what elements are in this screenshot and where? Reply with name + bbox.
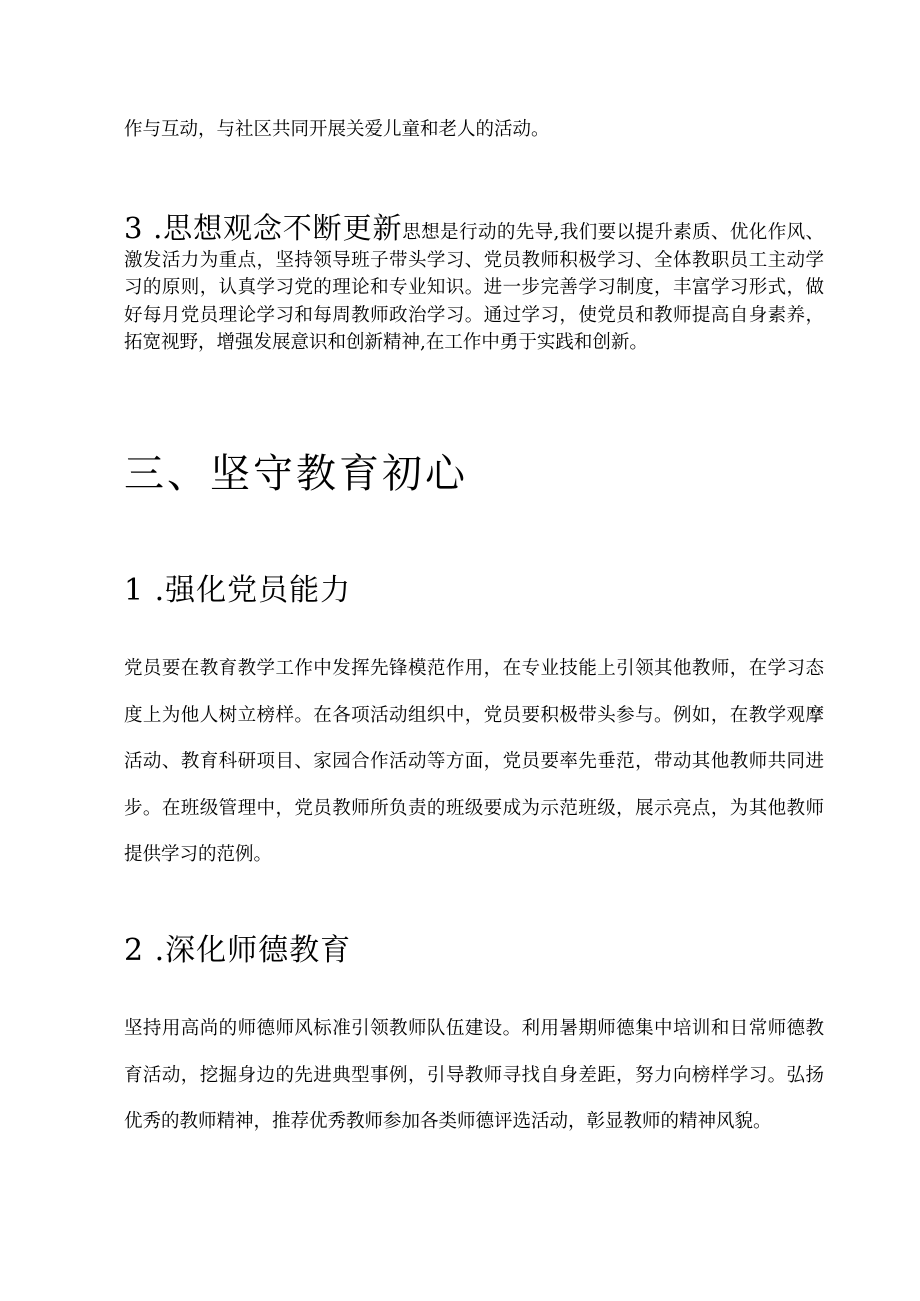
subsection-1-body: 党员要在教育教学工作中发挥先锋模范作用，在专业技能上引领其他教师，在学习态度上为他人树立榜样。在各项活动组织中，党员要积极带头参与。例如，在教学观摩活动、教育科研项目、家园合作活动等方面，党员要率先垂范，带动其他教师共同进步。在班级管理中，党员教师所负责的班级要成为示范班级，展示亮点，为其他教师提供学习的范例。 [124,658,824,866]
item-3-paragraph [124,211,825,357]
continued-paragraph: 作与互动，与社区共同开展关爱儿童和老人的活动。 [124,119,550,140]
section-title: 三、坚守教育初心 [124,451,468,497]
item-3-heading: 3 .思想观念不断更新 [124,211,403,245]
subsection-1-title: 1 .强化党员能力 [124,573,352,608]
item-3-body: 思想是行动的先导,我们要以提升素质、优化作风、激发活力为重点，坚持领导班子带头学习、党员教师积极学习、全体教职员工主动学习的原则，认真学习党的理论和专业知识。进一步完善学习制度，丰富学习形式，做好每月党员理论学习和每周教师政治学习。通过学习，使党员和教师提高自身素养，拓宽视野，增强发展意识和创新精神,在工作中勇于实践和创新。 [124,222,825,353]
subsection-2-body: 坚持用高尚的师德师风标准引领教师队伍建设。利用暑期师德集中培训和日常师德教育活动，挖掘身边的先进典型事例，引导教师寻找自身差距，努力向榜样学习。弘扬优秀的教师精神，推荐优秀教师参加各类师德评选活动，彰显教师的精神风貌。 [124,1018,824,1133]
subsection-2-title: 2 .深化师德教育 [124,933,352,968]
